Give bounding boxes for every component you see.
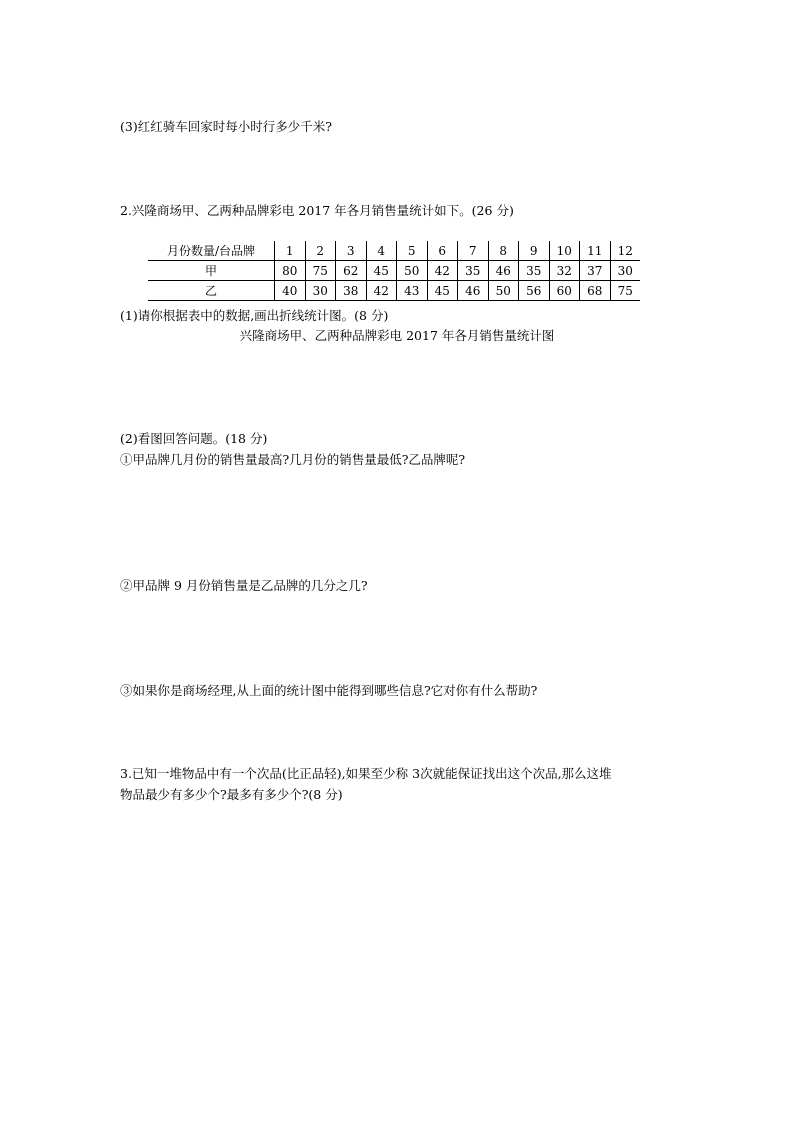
question-2-sub-3: ③如果你是商场经理,从上面的统计图中能得到哪些信息?它对你有什么帮助? bbox=[120, 683, 538, 698]
table-cell: 45 bbox=[366, 261, 397, 281]
brand-label: 甲 bbox=[148, 261, 275, 281]
sales-table bbox=[148, 241, 640, 301]
chart-title: 兴隆商场甲、乙两种品牌彩电 2017 年各月销售量统计图 bbox=[239, 328, 555, 343]
table-cell: 60 bbox=[549, 281, 580, 301]
table-cell: 80 bbox=[275, 261, 306, 281]
table-cell: 62 bbox=[336, 261, 367, 281]
month-header: 12 bbox=[610, 241, 640, 261]
month-header: 7 bbox=[458, 241, 489, 261]
table-cell: 75 bbox=[305, 261, 336, 281]
table-cell: 50 bbox=[397, 261, 428, 281]
month-header: 5 bbox=[397, 241, 428, 261]
table-cell: 56 bbox=[519, 281, 550, 301]
table-header-label: 月份数量/台品牌 bbox=[148, 241, 275, 261]
question-2-sub-1: ①甲品牌几月份的销售量最高?几月份的销售量最低?乙品牌呢? bbox=[120, 452, 466, 467]
table-cell: 37 bbox=[580, 261, 611, 281]
table-cell: 50 bbox=[488, 281, 519, 301]
month-header: 9 bbox=[519, 241, 550, 261]
month-header: 2 bbox=[305, 241, 336, 261]
question-1-part-3: (3)红红骑车回家时每小时行多少千米? bbox=[120, 119, 332, 134]
month-header: 4 bbox=[366, 241, 397, 261]
month-header: 1 bbox=[275, 241, 306, 261]
brand-label: 乙 bbox=[148, 281, 275, 301]
table-cell: 32 bbox=[549, 261, 580, 281]
question-3-line-1: 3.已知一堆物品中有一个次品(比正品轻),如果至少称 3次就能保证找出这个次品,那么这堆 bbox=[120, 766, 612, 781]
table-cell: 40 bbox=[275, 281, 306, 301]
table-cell: 30 bbox=[610, 261, 640, 281]
table-cell: 42 bbox=[427, 261, 458, 281]
table-cell: 30 bbox=[305, 281, 336, 301]
table-cell: 43 bbox=[397, 281, 428, 301]
table-row bbox=[148, 261, 640, 281]
table-cell: 45 bbox=[427, 281, 458, 301]
table-cell: 46 bbox=[488, 261, 519, 281]
question-2-part-1: (1)请你根据表中的数据,画出折线统计图。(8 分) bbox=[120, 308, 389, 323]
table-cell: 42 bbox=[366, 281, 397, 301]
table-header-row bbox=[148, 241, 640, 261]
table-cell: 46 bbox=[458, 281, 489, 301]
month-header: 10 bbox=[549, 241, 580, 261]
table-cell: 68 bbox=[580, 281, 611, 301]
month-header: 3 bbox=[336, 241, 367, 261]
table-cell: 35 bbox=[458, 261, 489, 281]
question-2-sub-2: ②甲品牌 9 月份销售量是乙品牌的几分之几? bbox=[120, 578, 368, 593]
table-cell: 35 bbox=[519, 261, 550, 281]
question-2-part-2: (2)看图回答问题。(18 分) bbox=[120, 431, 268, 446]
table-cell: 75 bbox=[610, 281, 640, 301]
table-row bbox=[148, 281, 640, 301]
question-2-intro: 2.兴隆商场甲、乙两种品牌彩电 2017 年各月销售量统计如下。(26 分) bbox=[120, 203, 514, 218]
month-header: 6 bbox=[427, 241, 458, 261]
question-3-line-2: 物品最少有多少个?最多有多少个?(8 分) bbox=[120, 787, 343, 802]
month-header: 8 bbox=[488, 241, 519, 261]
table-cell: 38 bbox=[336, 281, 367, 301]
month-header: 11 bbox=[580, 241, 611, 261]
